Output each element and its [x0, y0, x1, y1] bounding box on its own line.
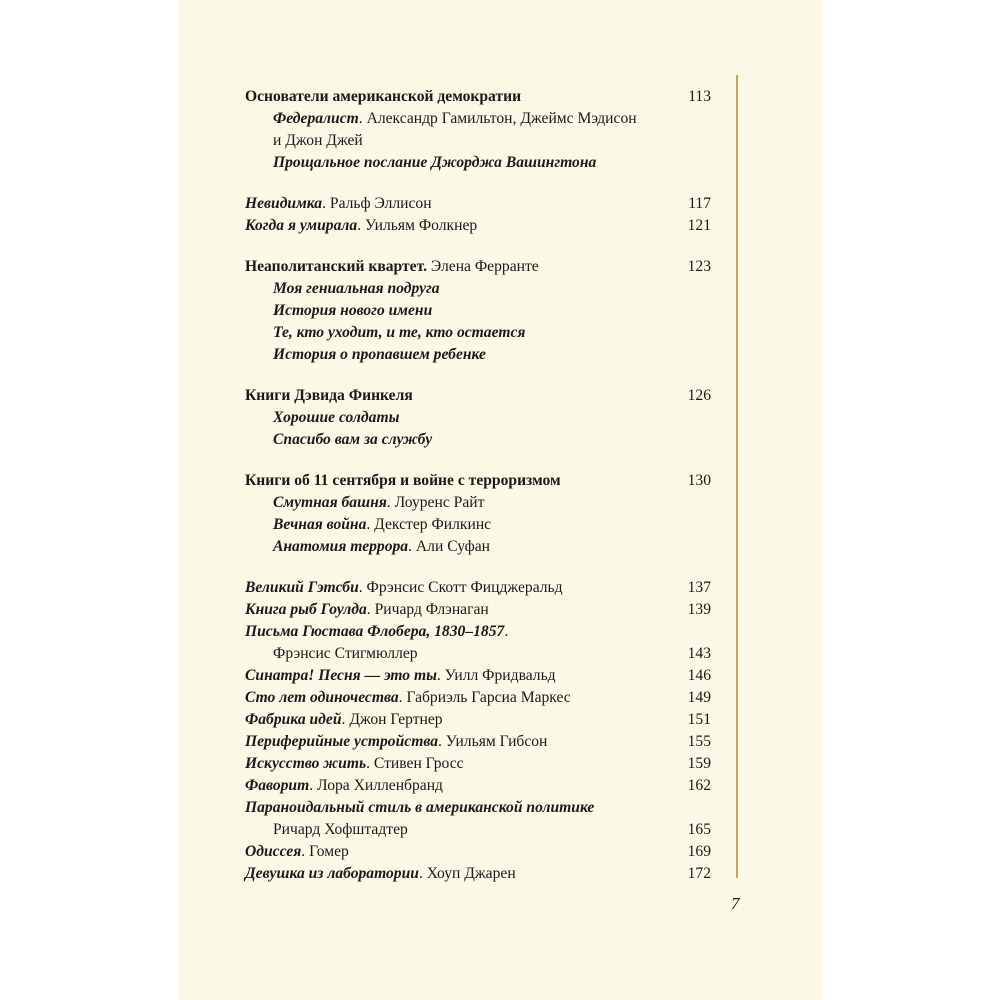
book-title: Письма Гюстава Флобера, 1830–1857 [245, 623, 505, 640]
entry-text: Фрэнсис Стигмюллер [273, 645, 418, 662]
toc-entry [245, 215, 711, 237]
book-title: Искусство жить [245, 755, 367, 772]
book-title: Периферийные устройства [245, 733, 438, 750]
toc-group [245, 86, 711, 174]
book-title: Хорошие солдаты [273, 409, 400, 426]
entry-text: . Лоуренс Райт [386, 494, 485, 511]
entry-text: . Декстер Филкинс [366, 516, 492, 533]
toc-entry [245, 797, 711, 819]
toc-entry [245, 86, 711, 108]
book-title: Фаворит [245, 777, 310, 794]
entry-text: . Стивен Гросс [366, 755, 464, 772]
toc-entry [245, 108, 711, 130]
toc-entry [245, 841, 711, 863]
toc-entry [245, 731, 711, 753]
toc-entry [245, 152, 711, 174]
entry-text: и Джон Джей [273, 132, 363, 149]
toc-page-number: 139 [687, 601, 711, 618]
toc-entry [245, 753, 711, 775]
toc-page-number: 137 [687, 579, 711, 596]
toc-group [245, 577, 711, 885]
toc-entry [245, 278, 711, 300]
entry-text: . Фрэнсис Скотт Фицджеральд [358, 579, 563, 596]
toc-page-number: 172 [687, 865, 711, 882]
book-title: Когда я умирала [245, 217, 358, 234]
toc-entry [245, 621, 711, 643]
section-heading: Неаполитанский квартет. [245, 258, 427, 275]
entry-text: . Уильям Фолкнер [357, 217, 478, 234]
toc-entry [245, 322, 711, 344]
toc-group [245, 193, 711, 237]
toc-page-number: 155 [687, 733, 711, 750]
book-title: Моя гениальная подруга [273, 280, 440, 297]
book-title: Те, кто уходит, и те, кто остается [273, 324, 526, 341]
toc-entry [245, 709, 711, 731]
book-title: Вечная война [273, 516, 367, 533]
book-title: Фабрика идей [245, 711, 342, 728]
book-title: Великий Гэтсби [245, 579, 359, 596]
book-title: Прощальное послание Джорджа Вашингтона [273, 154, 597, 171]
table-of-contents [245, 86, 711, 904]
entry-text: . Джон Гертнер [341, 711, 443, 728]
toc-group [245, 385, 711, 451]
toc-group [245, 470, 711, 558]
book-title: Невидимка [245, 195, 323, 212]
entry-text: . Уильям Гибсон [438, 733, 548, 750]
toc-entry [245, 643, 711, 665]
page-number: 7 [731, 894, 740, 913]
toc-entry [245, 863, 711, 885]
toc-page-number: 146 [687, 667, 711, 684]
toc-entry [245, 385, 711, 407]
toc-page-number: 159 [687, 755, 711, 772]
toc-page-number: 162 [687, 777, 711, 794]
toc-entry [245, 819, 711, 841]
book-title: Одиссея [245, 843, 302, 860]
section-heading: Книги Дэвида Финкеля [245, 387, 413, 404]
entry-text: Элена Ферранте [427, 258, 539, 275]
book-title: Спасибо вам за службу [273, 431, 433, 448]
entry-text: . Габриэль Гарсиа Маркес [398, 689, 571, 706]
book-title: История нового имени [273, 302, 433, 319]
entry-text: . Хоуп Джарен [418, 865, 516, 882]
book-title: История о пропавшем ребенке [273, 346, 486, 363]
toc-entry [245, 470, 711, 492]
toc-entry [245, 193, 711, 215]
toc-entry [245, 687, 711, 709]
book-title: Книга рыб Гоулда [245, 601, 367, 618]
toc-entry [245, 492, 711, 514]
entry-text: . Ричард Флэнаган [366, 601, 489, 618]
toc-entry [245, 407, 711, 429]
entry-text: . Ральф Эллисон [322, 195, 432, 212]
book-title: Анатомия террора [273, 538, 409, 555]
toc-entry [245, 599, 711, 621]
toc-page-number: 151 [687, 711, 711, 728]
toc-page-number: 113 [688, 88, 711, 105]
toc-page-number: 117 [688, 195, 711, 212]
entry-text: Ричард Хофштадтер [273, 821, 408, 838]
book-title: Федералист [273, 110, 359, 127]
toc-page-number: 121 [687, 217, 711, 234]
toc-page-number: 149 [687, 689, 711, 706]
toc-page-number: 165 [687, 821, 711, 838]
entry-text: . Лора Хилленбранд [309, 777, 443, 794]
book-title: Сто лет одиночества [245, 689, 399, 706]
toc-page-number: 130 [687, 472, 711, 489]
toc-page-number: 126 [687, 387, 711, 404]
book-title: Параноидальный стиль в американской политике [245, 799, 595, 816]
toc-page-number: 143 [687, 645, 711, 662]
toc-page-number: 123 [687, 258, 711, 275]
entry-text: . Александр Гамильтон, Джеймс Мэдисон [358, 110, 637, 127]
book-title: Синатра! Песня — это ты [245, 667, 437, 684]
entry-text: . [504, 623, 509, 640]
toc-entry [245, 344, 711, 366]
section-heading: Книги об 11 сентября и войне с терроризмом [245, 472, 561, 489]
toc-entry [245, 536, 711, 558]
entry-text: . Гомер [301, 843, 349, 860]
entry-text: . Али Суфан [408, 538, 490, 555]
toc-entry [245, 577, 711, 599]
toc-entry [245, 300, 711, 322]
toc-entry [245, 514, 711, 536]
toc-entry [245, 256, 711, 278]
toc-entry [245, 130, 711, 152]
book-title: Смутная башня [273, 494, 387, 511]
toc-entry [245, 775, 711, 797]
toc-group [245, 256, 711, 366]
toc-entry [245, 665, 711, 687]
entry-text: . Уилл Фридвальд [436, 667, 556, 684]
section-heading: Основатели американской демократии [245, 88, 522, 105]
toc-entry [245, 429, 711, 451]
margin-rule [736, 75, 738, 878]
toc-page-number: 169 [687, 843, 711, 860]
book-title: Девушка из лаборатории [245, 865, 419, 882]
